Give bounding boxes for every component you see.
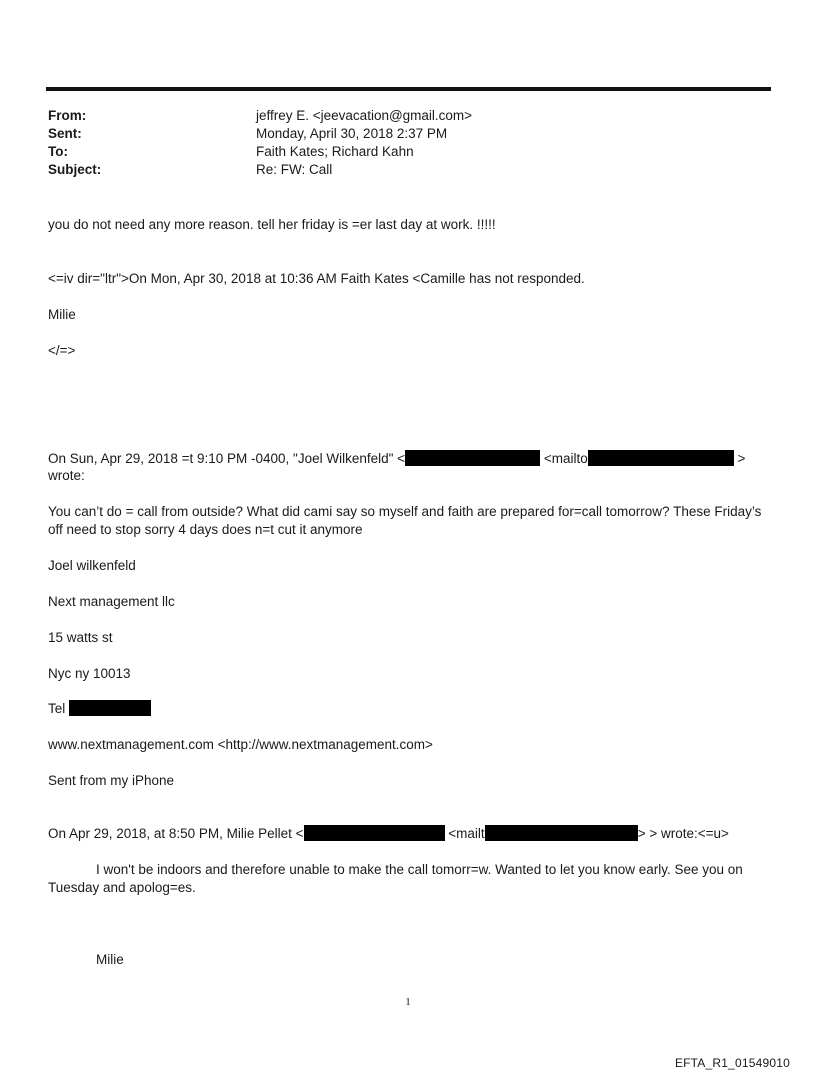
- joel-header-text: On Sun, Apr 29, 2018 =t 9:10 PM -0400, "Joel Wilkenfeld" <: [48, 451, 406, 466]
- sent-label: Sent:: [48, 126, 82, 141]
- signature-company: Next management llc: [48, 594, 175, 609]
- signature-name: Joel wilkenfeld: [48, 558, 136, 573]
- sent-value: Monday, April 30, 2018 2:37 PM: [256, 126, 448, 141]
- joel-header-close: >: [737, 451, 746, 466]
- header-rule: [46, 87, 771, 91]
- milie-mailto-text: <mailt: [448, 826, 485, 841]
- sent-from-device: Sent from my iPhone: [48, 773, 175, 788]
- signature-tel-label: Tel: [48, 701, 66, 716]
- redaction-box: [304, 825, 445, 841]
- quoted-intro: <=iv dir="ltr">On Mon, Apr 30, 2018 at 10:36 AM Faith Kates <Camille has not responded.: [48, 271, 585, 286]
- signature-street: 15 watts st: [48, 630, 113, 645]
- sent-row: [48, 125, 748, 143]
- signature-milie-final: Milie: [96, 952, 124, 967]
- milie-quote-header: [48, 825, 729, 843]
- milie-message: I won't be indoors and therefore unable to make the call tomorr=w. Wanted to let you know early. See you on Tuesday and apolog=es.: [48, 862, 743, 895]
- to-row: [48, 143, 748, 161]
- email-header: [48, 107, 748, 179]
- reply-text: you do not need any more reason. tell her friday is =er last day at work. !!!!!: [48, 217, 496, 232]
- subject-label: Subject:: [48, 162, 102, 177]
- from-row: [48, 107, 748, 125]
- signature-city: Nyc ny 10013: [48, 666, 131, 681]
- document-id: EFTA_R1_01549010: [674, 1056, 790, 1070]
- redaction-box: [588, 450, 734, 466]
- signature-website: www.nextmanagement.com <http://www.nextmanagement.com>: [48, 737, 433, 752]
- subject-value: Re: FW: Call: [256, 162, 333, 177]
- joel-quote-header: [48, 450, 745, 468]
- to-label: To:: [48, 144, 68, 159]
- signature-tel-row: [48, 700, 151, 718]
- from-label: From:: [48, 108, 87, 123]
- to-value: Faith Kates; Richard Kahn: [256, 144, 414, 159]
- joel-wrote: wrote:: [48, 468, 85, 483]
- from-value: jeffrey E. <jeevacation@gmail.com>: [256, 108, 473, 123]
- subject-row: [48, 161, 748, 179]
- milie-header-text: On Apr 29, 2018, at 8:50 PM, Milie Pellet <: [48, 826, 304, 841]
- joel-message: You can’t do = call from outside? What did cami say so myself and faith are prepared for=call tomorrow? These Friday’s off need to stop sorry 4 days does n=t cut it anymore: [48, 504, 762, 537]
- joel-mailto-text: <mailto: [543, 451, 588, 466]
- redaction-box: [405, 450, 540, 466]
- redaction-box: [69, 700, 151, 716]
- page-number: 1: [405, 996, 411, 1008]
- closing-tag: </=>: [48, 343, 76, 358]
- redaction-box: [485, 825, 638, 841]
- milie-header-close: > > wrote:<=u>: [637, 826, 729, 841]
- signature-milie: Milie: [48, 307, 76, 322]
